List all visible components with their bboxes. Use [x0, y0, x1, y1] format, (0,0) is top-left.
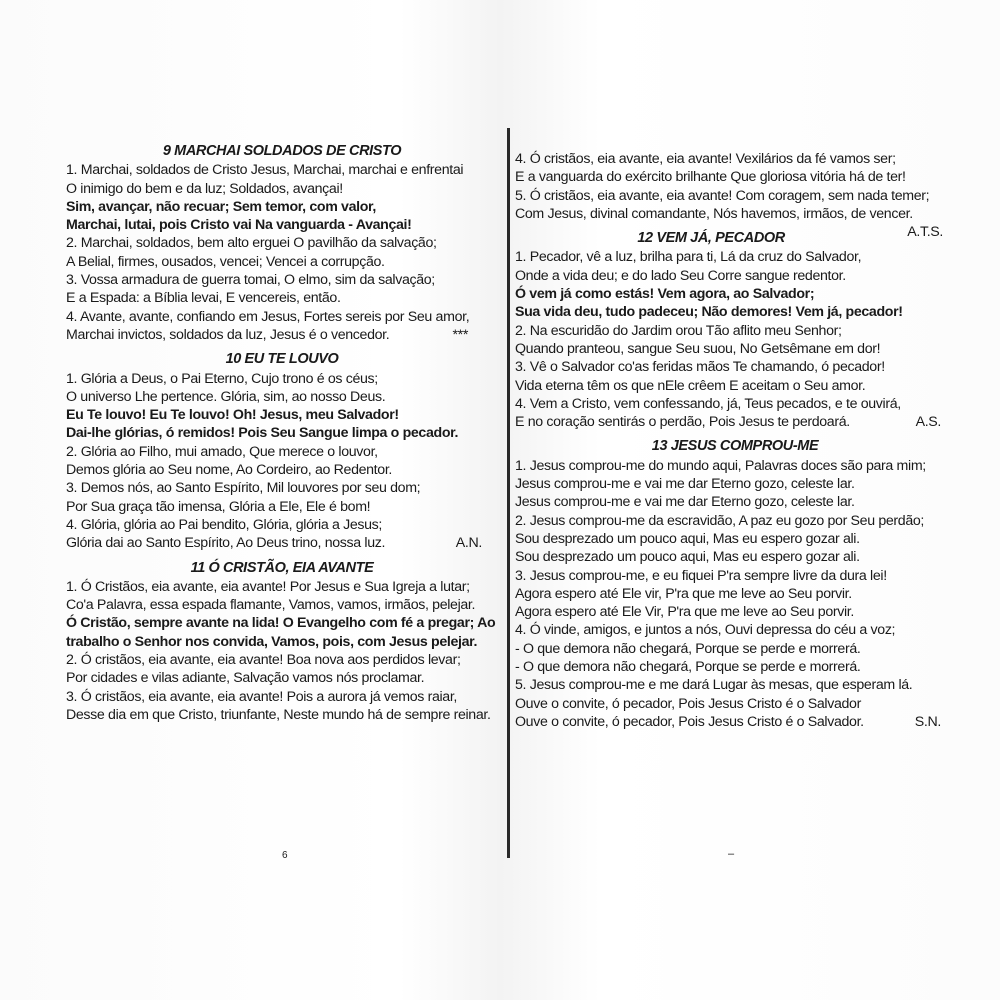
hymn-10-line: Demos glória ao Seu nome, Ao Cordeiro, ao Redentor.: [66, 462, 393, 479]
hymn-13-line: - O que demora não chegará, Porque se perde e morrerá.: [515, 640, 861, 657]
hymn-9-title: 9 MARCHAI SOLDADOS DE CRISTO: [162, 143, 402, 159]
hymn-9-line: 2. Marchai, soldados, bem alto erguei O pavilhão da salvação;: [66, 235, 437, 252]
hymn-10-title: 10 EU TE LOUVO: [225, 351, 339, 368]
hymn-11-line: 5. Ó cristãos, eia avante, eia avante! Com coragem, sem nada temer;: [515, 187, 930, 204]
hymn-13-line: 1. Jesus comprou-me do mundo aqui, Palavras doces são para mim;: [515, 457, 926, 474]
hymn-10-line: 2. Glória ao Filho, mui amado, Que merece o louvor,: [66, 443, 378, 460]
hymn-9-author: ***: [452, 326, 468, 343]
hymn-12-last-text: E no coração sentirás o perdão, Pois Jesus te perdoará.: [515, 414, 850, 431]
hymn-11-title: 11 Ó CRISTÃO, EIA AVANTE: [190, 559, 374, 576]
hymn-13-title: 13 JESUS COMPROU-ME: [651, 438, 819, 455]
hymn-9-line-last: [66, 326, 498, 344]
hymn-9-line: O inimigo do bem e da luz; Soldados, avançai!: [66, 180, 343, 197]
hymn-12-line-last: [515, 413, 955, 431]
book-gutter: [507, 128, 510, 858]
hymn-11-line: 2. Ó cristãos, eia avante, eia avante! Boa nova aos perdidos levar;: [66, 652, 461, 669]
left-page-column: [66, 140, 498, 724]
hymn-13-line: Jesus comprou-me e vai me dar Eterno gozo, celeste lar.: [515, 476, 855, 493]
hymn-13-line: Agora espero até Ele Vir, P'ra que me leve ao Seu porvir.: [515, 604, 854, 621]
hymn-12-line: 1. Pecador, vê a luz, brilha para ti, Lá da cruz do Salvador,: [515, 249, 862, 266]
hymn-11-author: A.T.S.: [907, 224, 943, 241]
hymn-11-line: 3. Ó cristãos, eia avante, eia avante! Pois a aurora já vemos raiar,: [66, 688, 458, 705]
hymn-13-line-last: [515, 713, 955, 731]
hymn-13-line: 2. Jesus comprou-me da escravidão, A paz eu gozo por Seu perdão;: [515, 512, 925, 529]
hymn-12-chorus-line: Ó vem já como estás! Vem agora, ao Salvador;: [515, 286, 815, 303]
hymn-13-line: 5. Jesus comprou-me e me dará Lugar às mesas, que esperam lá.: [515, 677, 913, 694]
hymn-11-line: E a vanguarda do exército brilhante Que gloriosa vitória há de ter!: [515, 169, 906, 186]
hymn-12-chorus-line: Sua vida deu, tudo padeceu; Não demores! Vem já, pecador!: [515, 304, 903, 321]
hymn-10-last-text: Glória dai ao Santo Espírito, Ao Deus trino, nossa luz.: [66, 535, 386, 552]
hymn-12-title: 12 VEM JÁ, PECADOR: [637, 230, 785, 247]
hymn-10-line: Por Sua graça tão imensa, Glória a Ele, Ele é bom!: [66, 498, 371, 515]
hymn-12-line: 3. Vê o Salvador co'as feridas mãos Te chamando, ó pecador!: [515, 359, 885, 376]
hymn-11-line: Co'a Palavra, essa espada flamante, Vamos, vamos, irmãos, pelejar.: [66, 597, 476, 614]
hymn-12-line: Quando pranteou, sangue Seu suou, No Getsêmane em dor!: [515, 340, 881, 357]
hymn-10-author: A.N.: [455, 535, 482, 552]
hymn-13-last-text: Ouve o convite, ó pecador, Pois Jesus Cristo é o Salvador.: [515, 713, 864, 730]
hymn-13-line: Agora espero até Ele vir, P'ra que me leve ao Seu porvir.: [515, 585, 852, 602]
footer-mark: –: [728, 848, 735, 860]
hymn-9-last-text: Marchai invictos, soldados da luz, Jesus é o vencedor.: [66, 326, 390, 343]
hymn-13-line: - O que demora não chegará, Porque se perde e morrerá.: [515, 659, 861, 676]
hymn-13-line: 3. Jesus comprou-me, e eu fiquei P'ra sempre livre da dura lei!: [515, 567, 887, 584]
hymn-11-chorus: Ó Cristão, sempre avante na lida! O Evangelho com fé a pregar; Ao trabalho o Senhor nos convida, Vamos, pois, com Jesus pelejar.: [66, 615, 496, 650]
hymn-9-chorus-line: Sim, avançar, não recuar; Sem temor, com valor,: [66, 198, 377, 215]
hymn-12-line: Vida eterna têm os que nEle crêem E aceitam o Seu amor.: [515, 377, 866, 394]
hymn-11-line: Por cidades e vilas adiante, Salvação vamos nós proclamar.: [66, 670, 425, 687]
hymn-9-line: A Belial, firmes, ousados, vencei; Vencei a corrupção.: [66, 253, 385, 270]
hymn-11-line: 1. Ó Cristãos, eia avante, eia avante! Por Jesus e Sua Igreja a lutar;: [66, 578, 470, 595]
hymn-13-line: Jesus comprou-me e vai me dar Eterno gozo, celeste lar.: [515, 494, 855, 511]
hymn-11-line: 4. Ó cristãos, eia avante, eia avante! Vexilários da fé vamos ser;: [515, 151, 896, 167]
hymn-13-line: Sou desprezado um pouco aqui, Mas eu espero gozar ali.: [515, 530, 860, 547]
hymn-13-author: S.N.: [914, 713, 941, 730]
hymn-10-line: 3. Demos nós, ao Santo Espírito, Mil louvores por seu dom;: [66, 480, 421, 497]
hymn-9-chorus-line: Marchai, lutai, pois Cristo vai Na vanguarda - Avançai!: [66, 217, 412, 234]
page-number: 6: [282, 850, 288, 861]
hymn-12-line: Onde a vida deu; e do lado Seu Corre sangue redentor.: [515, 267, 846, 284]
hymn-10-line: 4. Glória, glória ao Pai bendito, Glória, glória a Jesus;: [66, 516, 382, 533]
hymn-10-line-last: [66, 534, 498, 552]
hymn-12-line: 4. Vem a Cristo, vem confessando, já, Teus pecados, e te ouvirá,: [515, 395, 901, 412]
hymn-9-line: 1. Marchai, soldados de Cristo Jesus, Marchai, marchai e enfrentai: [66, 162, 464, 179]
hymn-10-chorus-line: Dai-lhe glórias, ó remidos! Pois Seu Sangue limpa o pecador.: [66, 425, 459, 442]
hymn-10-line: 1. Glória a Deus, o Pai Eterno, Cujo trono é os céus;: [66, 370, 378, 387]
right-page-column: [515, 150, 955, 731]
hymn-11-line: Desse dia em que Cristo, triunfante, Neste mundo há de sempre reinar.: [66, 706, 491, 723]
hymn-9-line: 3. Vossa armadura de guerra tomai, O elmo, sim da salvação;: [66, 272, 435, 289]
hymn-9-line: 4. Avante, avante, confiando em Jesus, Fortes sereis por Seu amor,: [66, 308, 470, 325]
hymn-12-line: 2. Na escuridão do Jardim orou Tão aflito meu Senhor;: [515, 322, 842, 339]
hymn-9-line: E a Espada: a Bíblia levai, E vencereis, então.: [66, 290, 341, 307]
hymn-10-line: O universo Lhe pertence. Glória, sim, ao nosso Deus.: [66, 388, 386, 405]
hymn-11-last-text: Com Jesus, divinal comandante, Nós havemos, irmãos, de vencer.: [515, 205, 913, 222]
hymn-10-chorus-line: Eu Te louvo! Eu Te louvo! Oh! Jesus, meu Salvador!: [66, 407, 399, 424]
hymn-12-author: A.S.: [915, 414, 941, 431]
hymn-13-line: 4. Ó vinde, amigos, e juntos a nós, Ouvi depressa do céu a voz;: [515, 622, 896, 639]
hymn-13-line: Ouve o convite, ó pecador, Pois Jesus Cristo é o Salvador: [515, 695, 861, 712]
hymn-13-line: Sou desprezado um pouco aqui, Mas eu espero gozar ali.: [515, 549, 860, 566]
